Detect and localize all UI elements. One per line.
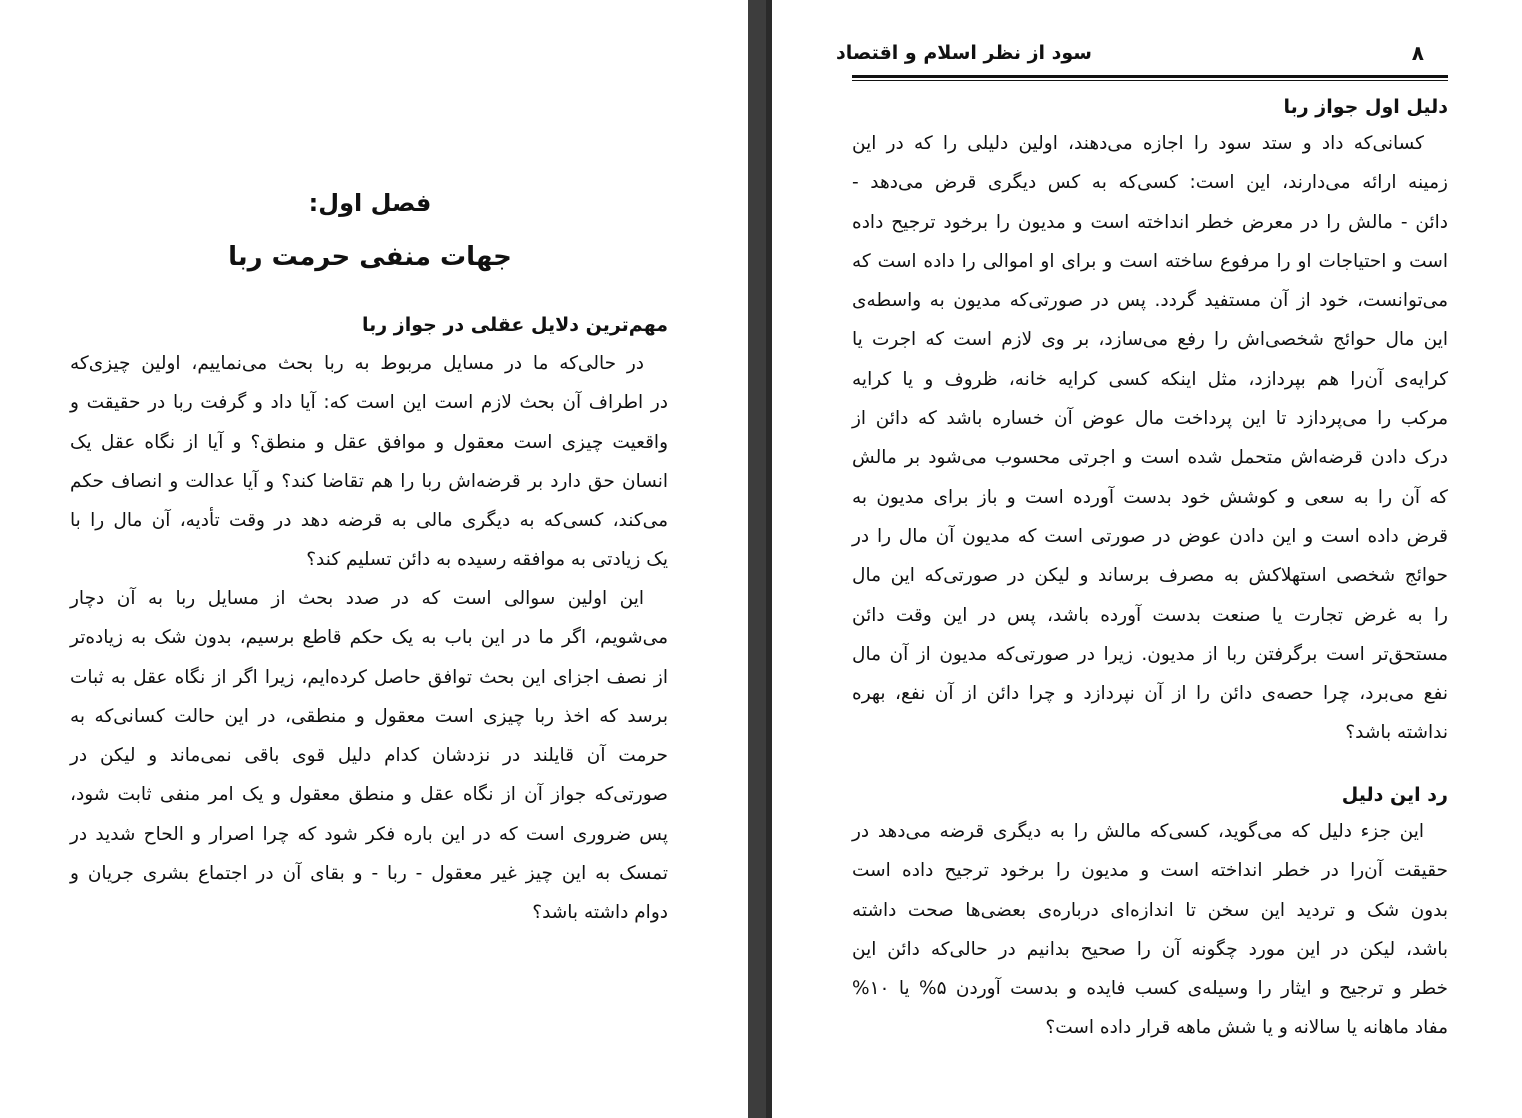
text-line: درک دادن قرضه‌اش متحمل شده است و اجرتی محسوب می‌شود بر مالش (852, 447, 1448, 469)
text-line: می‌کند، کسی‌که به دیگری مالی به قرضه دهد در وقت تأدیه، آن مال را با (70, 510, 668, 532)
text-line: این اولین سوالی است که در صدد بحث از مسایل ربا به آن دچار (70, 588, 644, 609)
left-paragraph-2 (70, 579, 668, 933)
text-line: انسان حق دارد بر قرضه‌اش ربا را هم تقاضا کند؟ و آیا عدالت و انصاف حکم (70, 470, 668, 492)
text-line: از نصف اجزای این بحث توافق حاصل کرده‌ایم، زیرا اگر از نگاه عقل به ثبات (70, 666, 668, 688)
text-line: صورتی‌که جواز آن از نگاه عقل و منطق معقول و یک امر منفی ثابت شود، (70, 784, 668, 806)
header-rule-thick (852, 75, 1448, 78)
text-line: برسد که اخذ ربا چیزی است معقول و منطقی، در این حالت کسانی‌که به (70, 705, 668, 727)
text-line: حقیقت آن‌را در خطر انداخته است و مدیون را برخود ترجیح داده است (852, 860, 1448, 882)
text-line: بدون شک و تردید این سخن تا اندازه‌ای درباره‌ی بعضی‌ها صحت داشته (852, 899, 1448, 921)
text-line: پس ضروری است که در این باره فکر شود که چرا اصرار و الحاح شدید در (70, 823, 668, 845)
header-rule-thin (852, 80, 1448, 81)
text-line: که آن را به سعی و کوشش خود بدست آورده است و باز برای مدیون به (852, 486, 1448, 508)
text-line: قرض داده است و این دادن عوض در صورتی است که مدیون آن مال را در (852, 525, 1448, 547)
right-paragraph-2 (852, 812, 1448, 1048)
text-line: کرایه‌ی آن‌را هم بپردازد، مثل اینکه کسی کرایه خانه، ظروف و یا کرایه (852, 368, 1448, 390)
text-line: باشد، لیکن در این مورد چگونه آن را صحیح بدانیم در حالی‌که دائن این (852, 938, 1448, 960)
text-line: کسانی‌که داد و ستد سود را اجازه می‌دهند، اولین دلیلی را که در این (852, 133, 1424, 154)
page-number: ۸ (1411, 41, 1424, 65)
text-line: این مال حوائج شخصی‌اش را رفع می‌سازد، بر وی لازم است که اجرت یا (852, 329, 1448, 351)
chapter-number: فصل اول: (308, 189, 432, 217)
text-line: مستحق‌تر است برگرفتن ربا از مدیون. زیرا در صورتی‌که مدیون از آن مال (852, 643, 1448, 665)
text-line: در حالی‌که ما در مسایل مربوط به ربا بحث می‌نماییم، اولین چیزی‌که (70, 353, 644, 374)
text-line: نداشته باشد؟ (1345, 722, 1448, 744)
text-line: یک زیادتی به موافقه رسیده به دائن تسلیم کند؟ (306, 549, 668, 571)
running-title: سود از نظر اسلام و اقتصاد (835, 42, 1092, 64)
text-line: واقعیت چیزی است معقول و موافق عقل و منطق؟ و آیا از نگاه عقل یک (70, 431, 668, 453)
section-heading-rebuttal: رد این دلیل (1341, 784, 1448, 806)
text-line: حرمت آن قایلند در نزدشان کدام دلیل قوی باقی نمی‌ماند و لیکن در (70, 745, 668, 767)
text-line: می‌شویم، اگر ما در این باب به یک حکم قاطع برسیم، بدون شک به زیاده‌تر (70, 627, 668, 649)
chapter-title: جهات منفی حرمت ربا (228, 242, 512, 272)
text-line: زمینه ارائه می‌دارند، این است: کسی‌که به کس دیگری قرض می‌دهد - (852, 172, 1448, 194)
text-line: است و احتیاجات او را مرفوع ساخته است و برای او اموالی را داده است که (852, 250, 1448, 272)
text-line: می‌توانست، خود از آن مستفید گردد. پس در صورتی‌که مدیون به واسطه‌ی (852, 290, 1448, 312)
text-line: دائن - مالش را در معرض خطر انداخته است و مدیون را برخود ترجیح داده (852, 211, 1448, 233)
text-line: این جزء دلیل که می‌گوید، کسی‌که مالش را به دیگری قرضه می‌دهد در (852, 821, 1424, 842)
text-line: دوام داشته باشد؟ (532, 902, 668, 924)
text-line: مفاد ماهانه یا سالانه و یا شش ماهه قرار داده است؟ (1045, 1017, 1448, 1039)
text-line: تمسک به این چیز غیر معقول - ربا - و بقای آن در اجتماع بشری جریان و (70, 863, 668, 885)
book-gutter (748, 0, 772, 1118)
left-paragraph-1 (70, 344, 668, 580)
right-paragraph-1 (852, 124, 1448, 753)
section-heading-rational-arguments: مهم‌ترین دلایل عقلی در جواز ربا (361, 314, 668, 336)
text-line: را به غرض تجارت یا صنعت بدست آورده باشد، پس در این وقت دائن (852, 604, 1448, 626)
section-heading-first-argument: دلیل اول جواز ربا (1283, 96, 1448, 118)
text-line: مرکب را می‌پردازد تا این پرداخت مال عوض آن خساره باشد که دائن از (852, 408, 1448, 430)
text-line: نفع می‌برد، چرا حصه‌ی دائن را از آن نپردازد و چرا دائن از آن نفع، بهره (852, 683, 1448, 705)
text-line: حوائج شخصی استهلاکش به مصرف برساند و لیکن در صورتی‌که این مال (852, 565, 1448, 587)
text-line: خطر و ترجیح و ایثار را وسیله‌ی کسب فایده و بدست آوردن ۵% یا ۱۰% (852, 978, 1448, 1000)
text-line: در اطراف آن بحث لازم است این است که: آیا داد و گرفت ربا در حقیقت و (70, 392, 668, 414)
running-header (835, 36, 1448, 76)
